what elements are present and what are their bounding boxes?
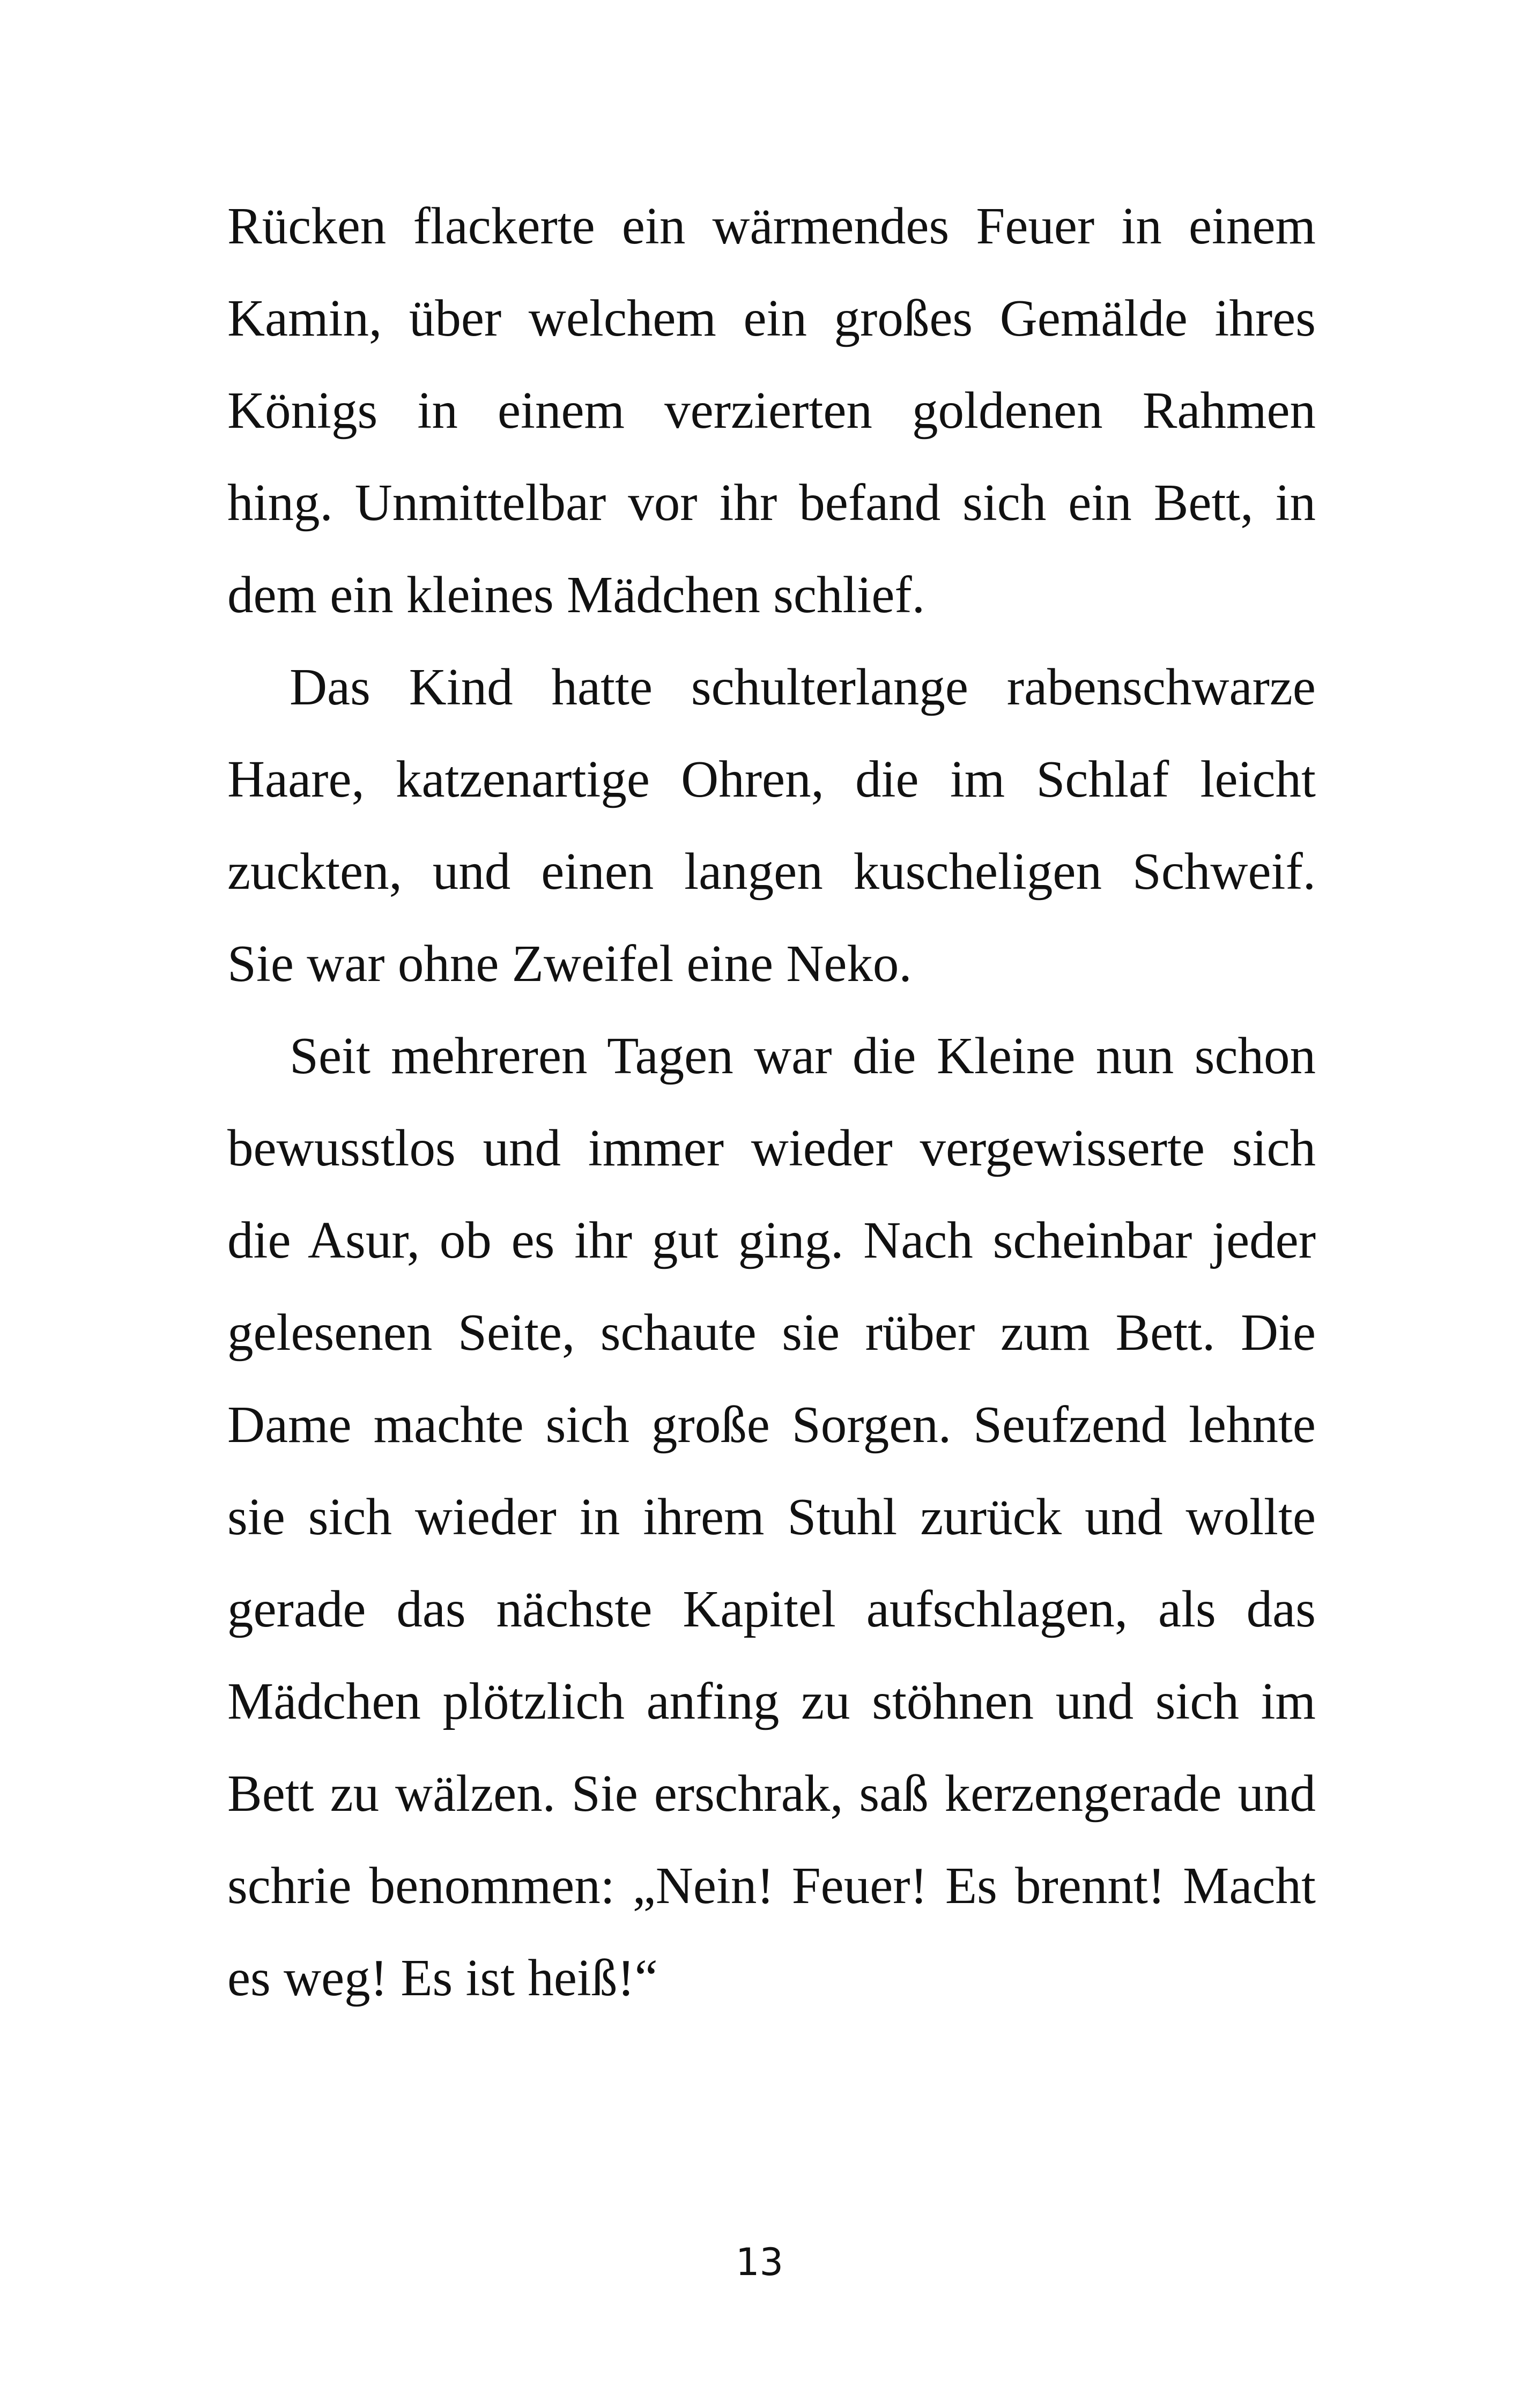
text-line: schrie benommen: „Nein! Feuer! Es brennt! Macht xyxy=(227,1857,1316,1914)
page-number: 13 xyxy=(735,2240,784,2284)
text-line: Königs in einem verzierten goldenen Rahmen xyxy=(227,382,1316,439)
text-line: gelesenen Seite, schaute sie rüber zum Bett. Die xyxy=(227,1304,1316,1361)
text-line: zuckten, und einen langen kuscheligen Schweif. xyxy=(227,843,1316,900)
paragraph-1 xyxy=(227,180,1316,641)
text-line: Bett zu wälzen. Sie erschrak, saß kerzengerade und xyxy=(227,1765,1316,1822)
text-line: bewusstlos und immer wieder vergewisserte sich xyxy=(227,1119,1316,1177)
text-line: Das Kind hatte schulterlange rabenschwarze xyxy=(290,658,1316,716)
text-line: Seit mehreren Tagen war die Kleine nun schon xyxy=(290,1027,1316,1084)
text-line: die Asur, ob es ihr gut ging. Nach scheinbar jeder xyxy=(227,1212,1316,1269)
paragraph-3 xyxy=(227,1010,1316,2024)
text-line: gerade das nächste Kapitel aufschlagen, als das xyxy=(227,1580,1316,1638)
text-line: Rücken flackerte ein wärmendes Feuer in einem xyxy=(227,197,1316,255)
text-line: sie sich wieder in ihrem Stuhl zurück und wollte xyxy=(227,1488,1316,1545)
text-line: Dame machte sich große Sorgen. Seufzend lehnte xyxy=(227,1396,1316,1453)
text-line: es weg! Es ist heiß!“ xyxy=(227,1949,658,2006)
body-text xyxy=(227,180,1316,2024)
text-line: Kamin, über welchem ein großes Gemälde ihres xyxy=(227,289,1316,347)
text-line: Haare, katzenartige Ohren, die im Schlaf leicht xyxy=(227,750,1316,808)
text-line: Mädchen plötzlich anfing zu stöhnen und sich im xyxy=(227,1673,1316,1730)
paragraph-2 xyxy=(227,641,1316,1010)
text-line: Sie war ohne Zweifel eine Neko. xyxy=(227,935,912,992)
text-line: dem ein kleines Mädchen schlief. xyxy=(227,566,925,623)
text-line: hing. Unmittelbar vor ihr befand sich ein Bett, in xyxy=(227,474,1316,531)
